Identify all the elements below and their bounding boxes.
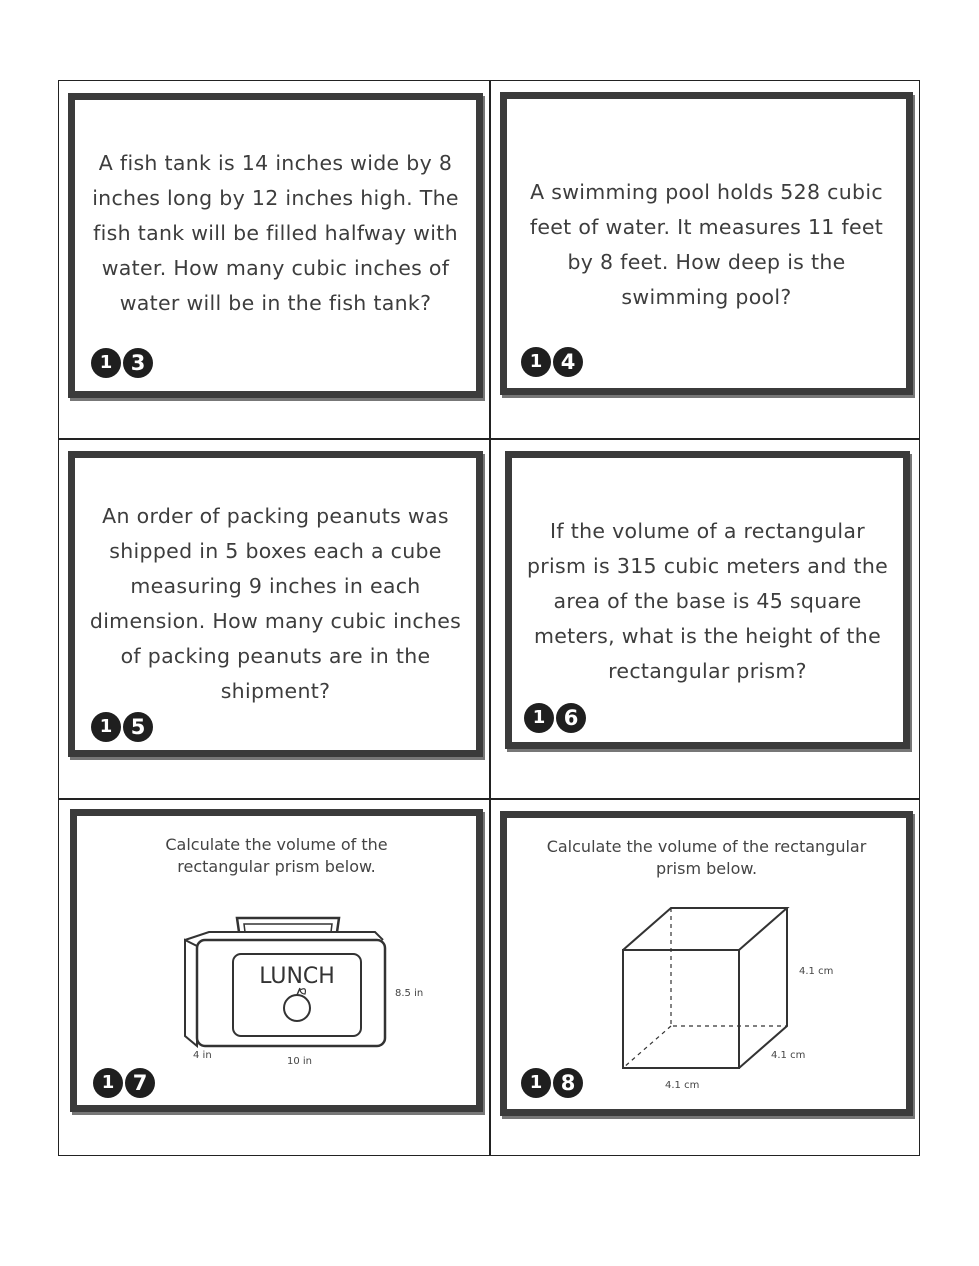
depth-label: 4.1 cm xyxy=(771,1050,806,1061)
task-card-16 xyxy=(505,451,910,749)
badge-digit-2: 5 xyxy=(123,712,153,742)
task-card-18 xyxy=(500,811,913,1116)
height-label: 4.1 cm xyxy=(799,966,834,977)
question-text: An order of packing peanuts was shipped in 5 boxes each a cube measuring 9 inches in each dimension. How many cubic inches of packing peanuts are in the shipment? xyxy=(89,504,462,703)
task-card-15 xyxy=(68,451,483,757)
badge-digit-2: 4 xyxy=(553,347,583,377)
row-divider-2 xyxy=(59,798,919,800)
column-divider xyxy=(489,81,491,1155)
badge-digit-1: 1 xyxy=(524,703,554,733)
question-text: Calculate the volume of the rectangular prism below. xyxy=(165,835,388,876)
question-text: Calculate the volume of the rectangular prism below. xyxy=(546,837,867,878)
cube-hidden-edges xyxy=(623,908,787,1068)
badge-digit-1: 1 xyxy=(93,1068,123,1098)
cube-right-face xyxy=(739,908,787,1068)
width-label: 4.1 cm xyxy=(665,1080,700,1091)
badge-digit-2: 3 xyxy=(123,348,153,378)
apple-icon xyxy=(284,995,310,1021)
depth-label: 4 in xyxy=(193,1050,212,1061)
badge-digit-1: 1 xyxy=(521,347,551,377)
card-number-badge xyxy=(524,703,586,733)
lunchbox-side xyxy=(185,940,197,1046)
question-text: A swimming pool holds 528 cubic feet of water. It measures 11 feet by 8 feet. How deep is the swimming pool? xyxy=(529,180,884,309)
badge-digit-1: 1 xyxy=(91,712,121,742)
badge-digit-2: 8 xyxy=(553,1068,583,1098)
task-card-13 xyxy=(68,93,483,398)
badge-digit-2: 7 xyxy=(125,1068,155,1098)
lunchbox-label: LUNCH xyxy=(259,964,335,989)
lunchbox-figure xyxy=(77,896,476,1096)
card-number-badge xyxy=(521,1068,583,1098)
lunchbox-handle xyxy=(237,918,339,932)
card-number-badge xyxy=(93,1068,155,1098)
badge-digit-1: 1 xyxy=(91,348,121,378)
question-text: If the volume of a rectangular prism is 315 cubic meters and the area of the base is 45 square meters, what is the height of the rectangular prism? xyxy=(526,519,889,683)
badge-digit-2: 6 xyxy=(556,703,586,733)
card-number-badge xyxy=(91,712,153,742)
question-text: A fish tank is 14 inches wide by 8 inches long by 12 inches high. The fish tank will be filled halfway with water. How many cubic inches of water will be in the fish tank? xyxy=(92,151,459,315)
task-card-14 xyxy=(500,92,913,395)
card-number-badge xyxy=(91,348,153,378)
badge-digit-1: 1 xyxy=(521,1068,551,1098)
cube-top-face xyxy=(623,908,787,950)
task-card-17 xyxy=(70,809,483,1112)
height-label: 8.5 in xyxy=(395,988,424,999)
row-divider-1 xyxy=(59,438,919,440)
cube-front-face xyxy=(623,950,739,1068)
width-label: 10 in xyxy=(287,1056,313,1067)
card-number-badge xyxy=(521,347,583,377)
